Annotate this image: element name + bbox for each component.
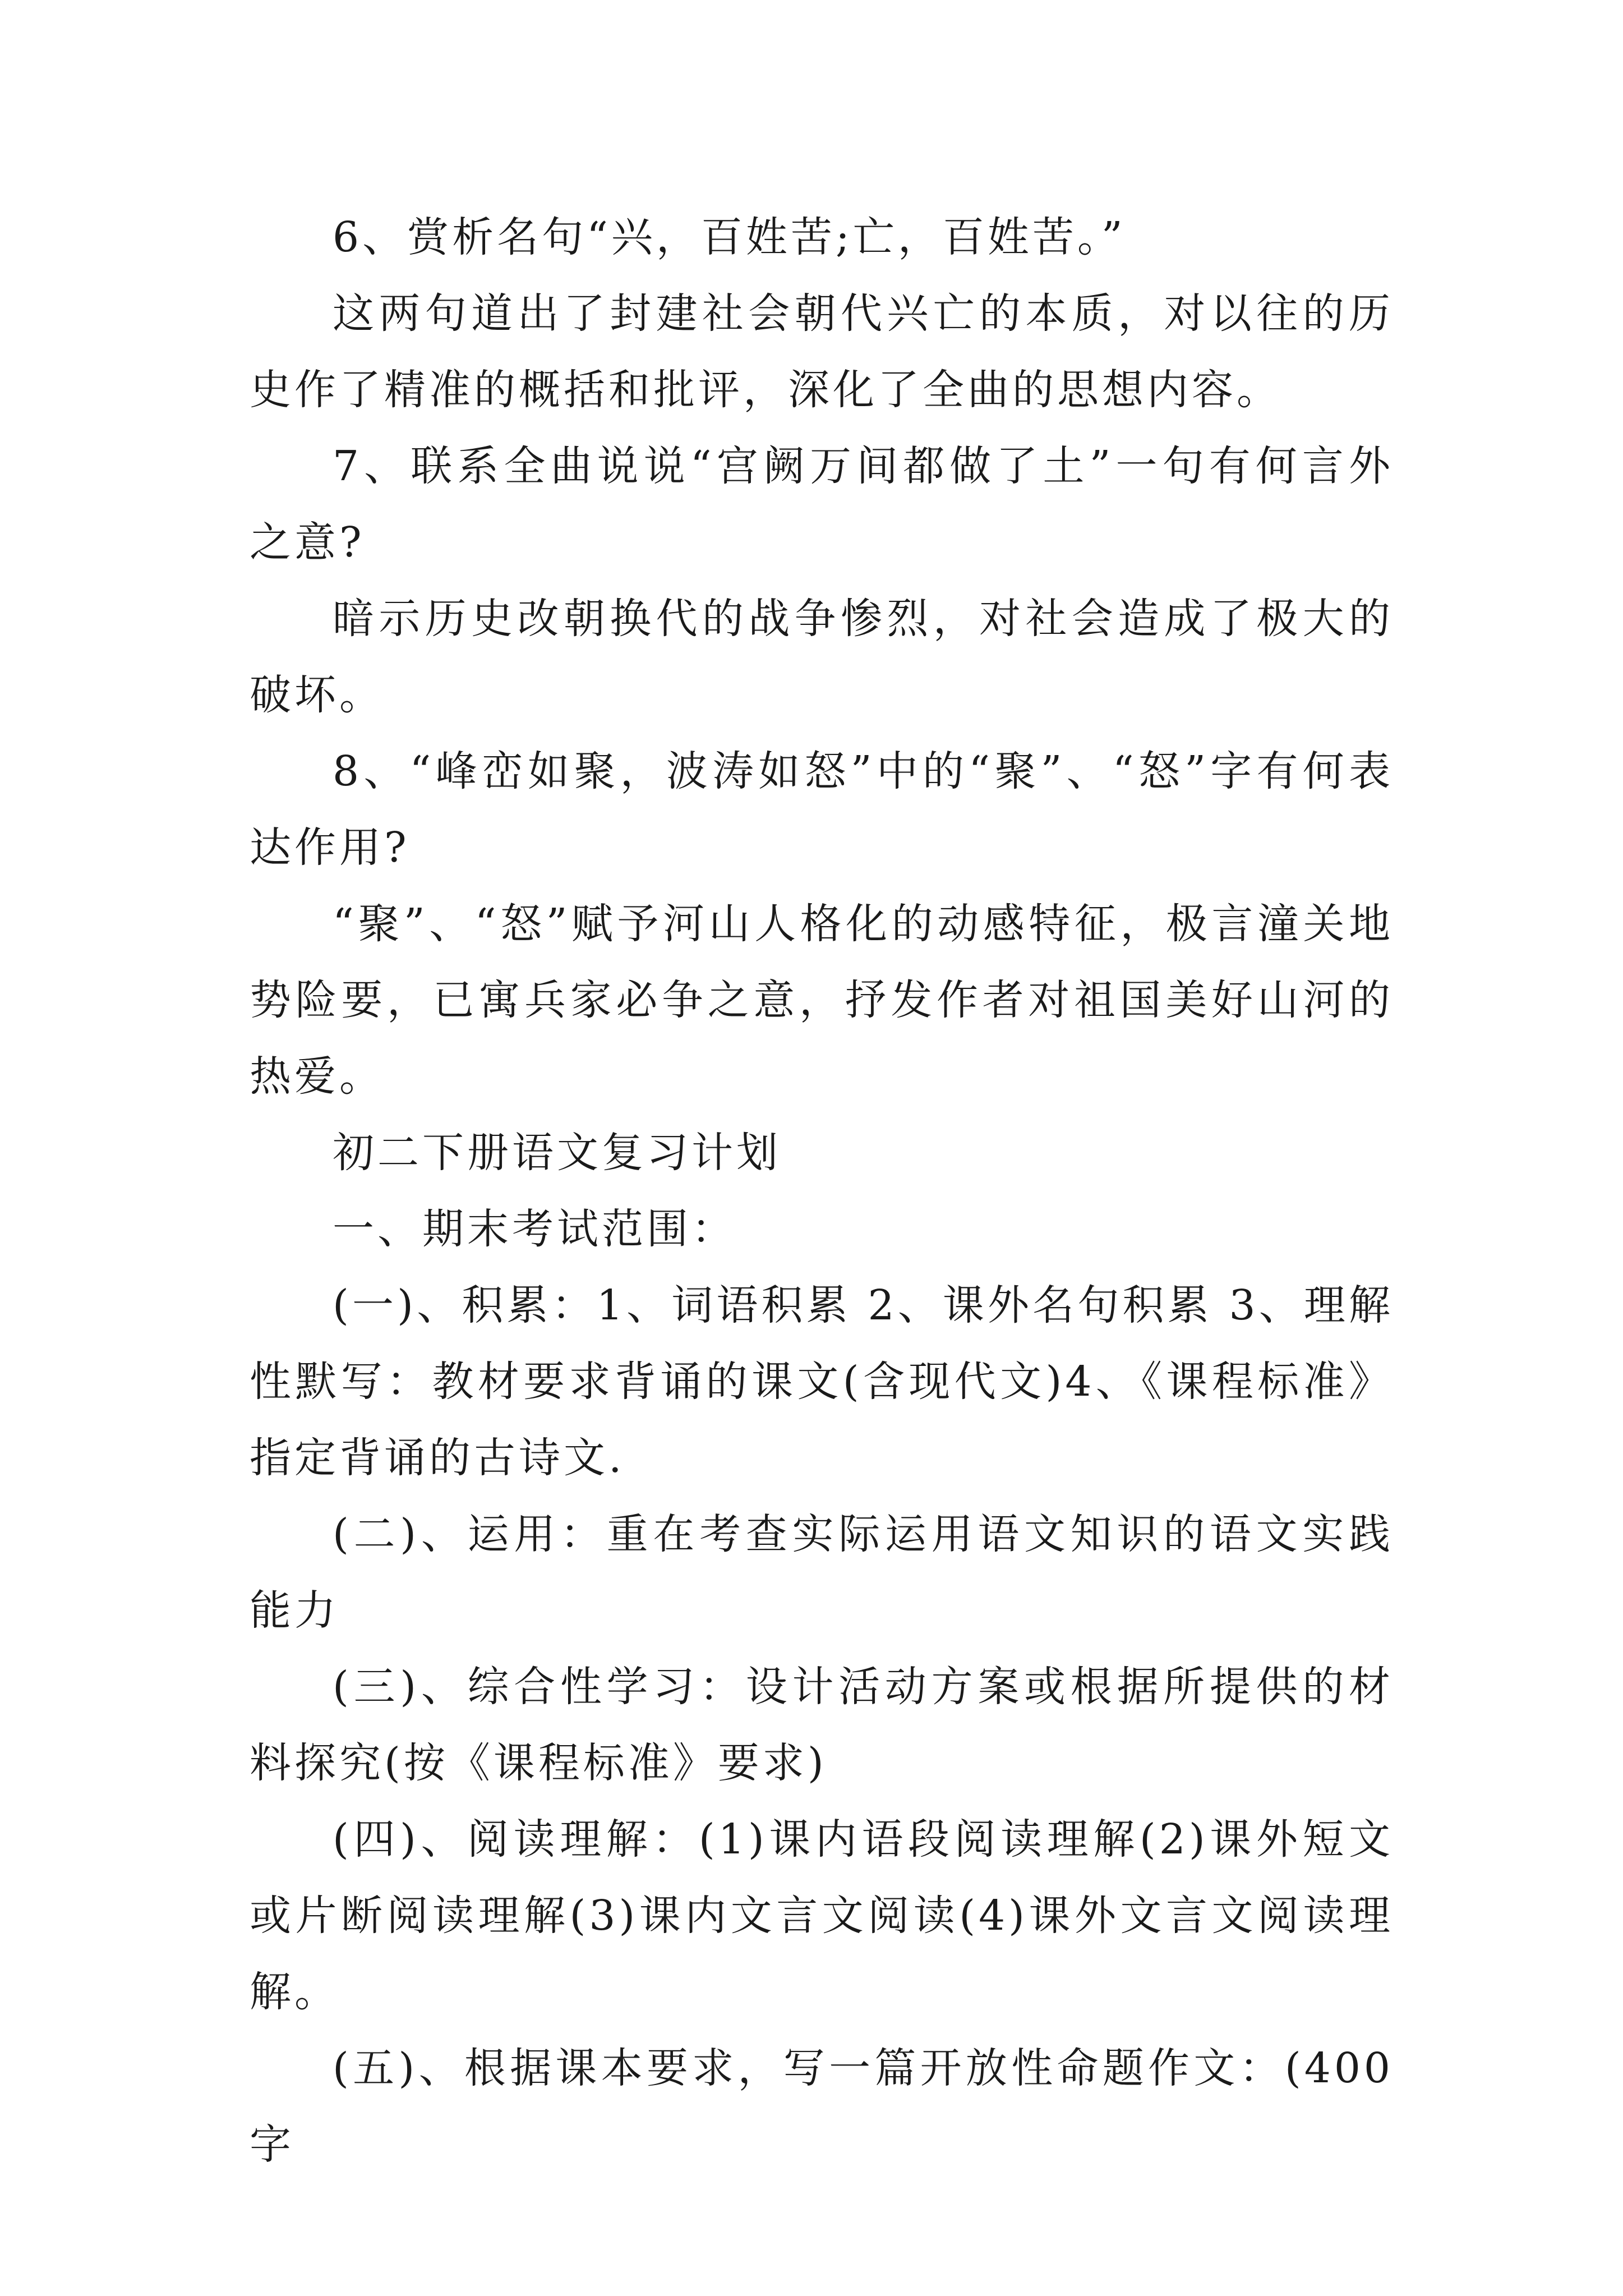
paragraph-question-7: 7、联系全曲说说“宫阙万间都做了土”一句有何言外之意?: [250, 442, 1394, 567]
paragraph-answer-6: 这两句道出了封建社会朝代兴亡的本质，对以往的历史作了精准的概括和批评，深化了全曲的思想内容。: [250, 289, 1394, 414]
paragraph-question-6: 6、赏析名句“兴，百姓苦;亡，百姓苦。”: [333, 213, 1126, 261]
section-title: 初二下册语文复习计划: [333, 1129, 781, 1177]
scope-item-reading: (四)、阅读理解：(1)课内语段阅读理解(2)课外短文或片断阅读理解(3)课内文言文阅读(4)课外文言文阅读理解。: [250, 1815, 1394, 2016]
paragraph-question-8: 8、“峰峦如聚，波涛如怒”中的“聚”、“怒”字有何表达作用?: [250, 747, 1394, 872]
scope-item-accumulation: (一)、积累：1、词语积累 2、课外名句积累 3、理解性默写：教材要求背诵的课文(含现代文)4、《课程标准》指定背诵的古诗文.: [250, 1281, 1394, 1482]
exam-scope-heading: 一、期末考试范围：: [333, 1205, 736, 1253]
paragraph-answer-7: 暗示历史改朝换代的战争惨烈，对社会造成了极大的破坏。: [250, 595, 1394, 719]
document-body: [250, 199, 1394, 2183]
scope-item-composition: (五)、根据课本要求，写一篇开放性命题作文：(400字: [250, 2044, 1394, 2169]
scope-item-application: (二)、运用：重在考查实际运用语文知识的语文实践能力: [250, 1510, 1394, 1635]
paragraph-answer-8: “聚”、“怒”赋予河山人格化的动感特征，极言潼关地势险要，已寓兵家必争之意，抒发作者对祖国美好山河的热爱。: [250, 900, 1394, 1101]
scope-item-comprehensive-study: (三)、综合性学习：设计活动方案或根据所提供的材料探究(按《课程标准》要求): [250, 1663, 1394, 1787]
